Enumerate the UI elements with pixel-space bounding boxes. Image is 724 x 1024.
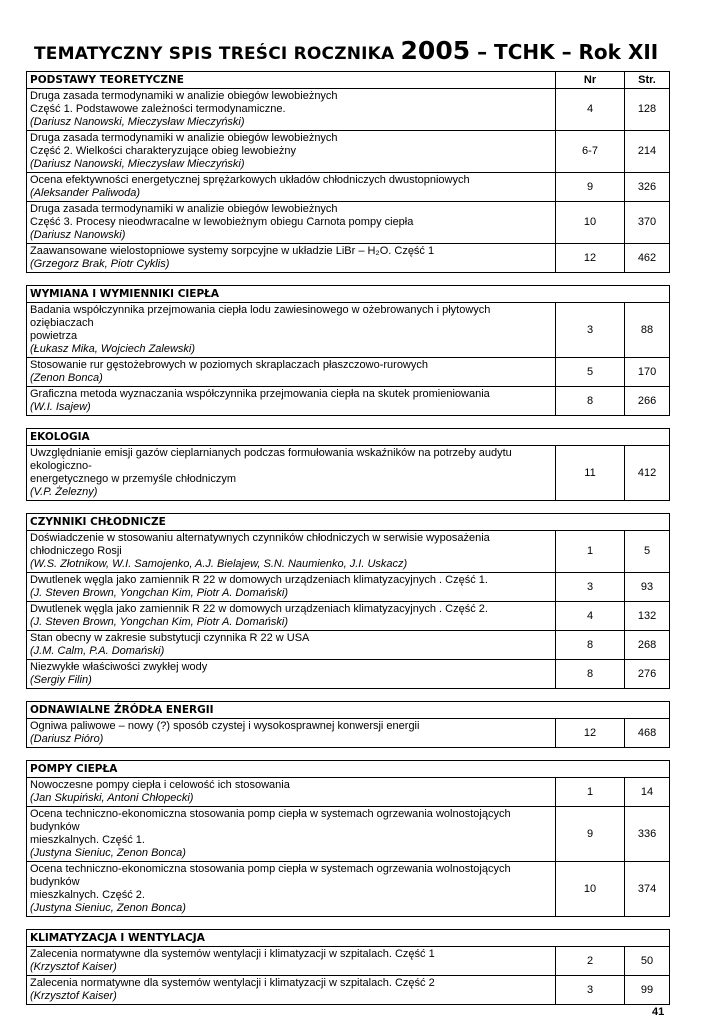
toc-entry-row [27,303,670,358]
section-table [26,285,670,416]
entry-authors: (W.S. Złotnikow, W.I. Samojenko, A.J. Bielajew, S.N. Naumienko, J.I. Uskacz) [30,558,408,570]
page-title [34,38,694,64]
toc-entry-row [27,862,670,917]
entry-title-line: Zaawansowane wielostopniowe systemy sorpcyjne w układzie LiBr – H₂O. Część 1 [30,245,435,257]
section-table [26,513,670,689]
entry-authors: (Zenon Bonca) [30,372,103,384]
entry-issue-number: 9 [556,807,625,862]
entry-authors: (Aleksander Paliwoda) [30,187,141,199]
section-table [26,71,670,273]
toc-entry-row [27,387,670,416]
section-heading: EKOLOGIA [27,429,670,446]
toc-entry-row [27,631,670,660]
entry-authors: (Justyna Sieniuc, Zenon Bonca) [30,902,186,914]
entry-issue-number: 3 [556,976,625,1005]
entry-page-number: 276 [625,660,670,689]
section-table [26,760,670,917]
entry-issue-number: 2 [556,947,625,976]
entry-description [27,131,556,173]
toc-entry-row [27,947,670,976]
column-header-str: Str. [625,72,670,89]
entry-authors: (Dariusz Nanowski, Mieczysław Mieczyński) [30,116,245,128]
toc-entry-row [27,531,670,573]
entry-page-number: 468 [625,719,670,748]
entry-issue-number: 5 [556,358,625,387]
entry-description [27,446,556,501]
entry-title-line: Niezwykłe właściwości zwykłej wody [30,661,208,673]
entry-description [27,778,556,807]
entry-page-number: 170 [625,358,670,387]
entry-title-line: Uwzględnianie emisji gazów cieplarnianych podczas formułowania wskaźników na potrzeby audytu ekologiczno- [30,447,512,472]
entry-issue-number: 10 [556,202,625,244]
title-year: 2005 [400,36,471,65]
entry-title-line: Zalecenia normatywne dla systemów wentylacji i klimatyzacji w szpitalach. Część 1 [30,948,435,960]
entry-title-line: Część 3. Procesy nieodwracalne w lewobieżnym obiegu Carnota pompy ciepła [30,216,414,228]
entry-page-number: 99 [625,976,670,1005]
page-number: 41 [652,1006,665,1018]
entry-description [27,89,556,131]
entry-page-number: 374 [625,862,670,917]
entry-title-line: Ocena efektywności energetycznej sprężarkowych układów chłodniczych dwustopniowych [30,174,470,186]
entry-issue-number: 1 [556,778,625,807]
entry-authors: (W.I. Isajew) [30,401,91,413]
entry-authors: (J.M. Calm, P.A. Domański) [30,645,165,657]
toc-entry-row [27,446,670,501]
entry-authors: (Łukasz Mika, Wojciech Zalewski) [30,343,196,355]
entry-issue-number: 12 [556,244,625,273]
entry-authors: (Dariusz Pióro) [30,733,104,745]
title-suffix: – TCHK – Rok XII [470,40,659,64]
toc-entry-row [27,173,670,202]
entry-page-number: 88 [625,303,670,358]
toc-entry-row [27,719,670,748]
entry-description [27,358,556,387]
entry-page-number: 5 [625,531,670,573]
entry-description [27,976,556,1005]
entry-page-number: 132 [625,602,670,631]
entry-description [27,573,556,602]
entry-title-line: Ocena techniczno-ekonomiczna stosowania pomp ciepła w systemach ogrzewania wolnostojących budynków [30,863,511,888]
toc-entry-row [27,602,670,631]
title-text: TEMATYCZNY SPIS TREŚCI ROCZNIKA [34,44,401,64]
entry-title-line: energetycznego w przemyśle chłodniczym [30,473,237,485]
entry-title-line: powietrza [30,330,78,342]
section-table [26,428,670,501]
entry-authors: (Grzegorz Brak, Piotr Cyklis) [30,258,170,270]
entry-title-line: Stan obecny w zakresie substytucji czynnika R 22 w USA [30,632,310,644]
entry-description [27,660,556,689]
entry-page-number: 370 [625,202,670,244]
toc-entry-row [27,573,670,602]
entry-authors: (Justyna Sieniuc, Zenon Bonca) [30,847,186,859]
section-header-row [27,514,670,531]
entry-issue-number: 6-7 [556,131,625,173]
entry-description [27,387,556,416]
section-heading: CZYNNIKI CHŁODNICZE [27,514,670,531]
entry-issue-number: 10 [556,862,625,917]
toc-entry-row [27,202,670,244]
entry-page-number: 326 [625,173,670,202]
entry-description [27,303,556,358]
column-header-nr: Nr [556,72,625,89]
section-heading: POMPY CIEPŁA [27,761,670,778]
entry-title-line: Druga zasada termodynamiki w analizie obiegów lewobieżnych [30,203,338,215]
entry-issue-number: 4 [556,89,625,131]
entry-page-number: 93 [625,573,670,602]
section-heading: ODNAWIALNE ŹRÓDŁA ENERGII [27,702,670,719]
section-table [26,929,670,1005]
section-header-row [27,761,670,778]
entry-description [27,531,556,573]
section-header-row [27,930,670,947]
entry-title-line: Druga zasada termodynamiki w analizie obiegów lewobieżnych [30,132,338,144]
entry-title-line: Ocena techniczno-ekonomiczna stosowania pomp ciepła w systemach ogrzewania wolnostojących budynków [30,808,511,833]
entry-issue-number: 4 [556,602,625,631]
section-header-row [27,72,670,89]
entry-title-line: Stosowanie rur gęstożebrowych w poziomych skraplaczach płaszczowo-rurowych [30,359,428,371]
entry-title-line: Doświadczenie w stosowaniu alternatywnych czynników chłodniczych w serwisie wyposażenia chłodniczego Rosji [30,532,490,557]
entry-title-line: Druga zasada termodynamiki w analizie obiegów lewobieżnych [30,90,338,102]
entry-title-line: Część 1. Podstawowe zależności termodynamiczne. [30,103,286,115]
section-header-row [27,702,670,719]
entry-page-number: 266 [625,387,670,416]
entry-title-line: Ogniwa paliwowe – nowy (?) sposób czystej i wysokosprawnej konwersji energii [30,720,420,732]
entry-title-line: Zalecenia normatywne dla systemów wentylacji i klimatyzacji w szpitalach. Część 2 [30,977,435,989]
entry-issue-number: 9 [556,173,625,202]
entry-page-number: 214 [625,131,670,173]
entry-page-number: 14 [625,778,670,807]
entry-description [27,807,556,862]
toc-entry-row [27,131,670,173]
entry-description [27,631,556,660]
entry-issue-number: 12 [556,719,625,748]
entry-issue-number: 8 [556,660,625,689]
entry-title-line: Nowoczesne pompy ciepła i celowość ich stosowania [30,779,290,791]
toc-entry-row [27,358,670,387]
entry-title-line: Część 2. Wielkości charakteryzujące obieg lewobieżny [30,145,296,157]
entry-description [27,947,556,976]
entry-title-line: Graficzna metoda wyznaczania współczynnika przejmowania ciepła na skutek promieniowania [30,388,490,400]
toc-entry-row [27,778,670,807]
entry-authors: (Sergiy Filin) [30,674,92,686]
entry-description [27,173,556,202]
entry-authors: (Jan Skupiński, Antoni Chłopecki) [30,792,194,804]
entry-authors: (Krzysztof Kaiser) [30,990,117,1002]
entry-title-line: Dwutlenek węgla jako zamiennik R 22 w domowych urządzeniach klimatyzacyjnych . Część 1. [30,574,488,586]
entry-page-number: 462 [625,244,670,273]
entry-authors: (V.P. Żelezny) [30,486,98,498]
toc-entry-row [27,89,670,131]
entry-authors: (Krzysztof Kaiser) [30,961,117,973]
entry-description [27,244,556,273]
entry-description [27,719,556,748]
entry-page-number: 268 [625,631,670,660]
section-heading: WYMIANA I WYMIENNIKI CIEPŁA [27,286,670,303]
entry-issue-number: 3 [556,573,625,602]
entry-authors: (J. Steven Brown, Yongchan Kim, Piotr A. Domański) [30,616,289,628]
entry-issue-number: 8 [556,387,625,416]
section-heading: KLIMATYZACJA I WENTYLACJA [27,930,670,947]
entry-description [27,202,556,244]
section-header-row [27,286,670,303]
section-table [26,701,670,748]
entry-page-number: 50 [625,947,670,976]
entry-description [27,862,556,917]
entry-issue-number: 3 [556,303,625,358]
entry-title-line: Dwutlenek węgla jako zamiennik R 22 w domowych urządzeniach klimatyzacyjnych . Część 2. [30,603,488,615]
entry-issue-number: 1 [556,531,625,573]
entry-title-line: mieszkalnych. Część 1. [30,834,145,846]
toc-entry-row [27,660,670,689]
entry-authors: (Dariusz Nanowski, Mieczysław Mieczyński) [30,158,245,170]
entry-description [27,602,556,631]
entry-title-line: Badania współczynnika przejmowania ciepła lodu zawiesinowego w ożebrowanych i płytowych oziębiaczach [30,304,491,329]
section-heading: PODSTAWY TEORETYCZNE [27,72,556,89]
section-header-row [27,429,670,446]
entry-authors: (J. Steven Brown, Yongchan Kim, Piotr A. Domański) [30,587,289,599]
entry-issue-number: 11 [556,446,625,501]
toc-entry-row [27,244,670,273]
entry-issue-number: 8 [556,631,625,660]
entry-page-number: 128 [625,89,670,131]
toc-content [26,71,669,1017]
toc-entry-row [27,807,670,862]
entry-page-number: 412 [625,446,670,501]
toc-entry-row [27,976,670,1005]
entry-page-number: 336 [625,807,670,862]
entry-title-line: mieszkalnych. Część 2. [30,889,145,901]
entry-authors: (Dariusz Nanowski) [30,229,126,241]
